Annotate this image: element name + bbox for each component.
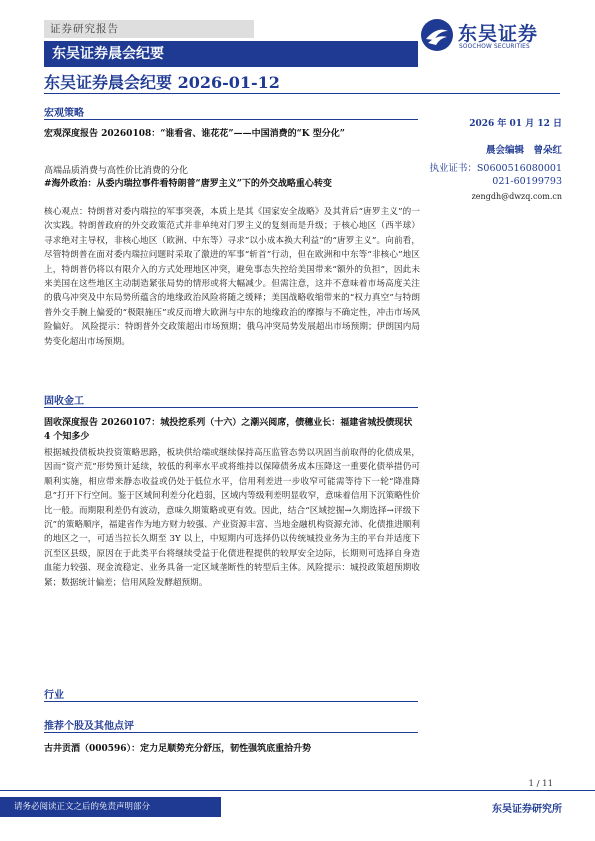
footer-divider: [0, 790, 595, 791]
editor-line: 晨会编辑 曾朵红: [485, 145, 562, 156]
disclaimer-notice: 请务必阅读正文之后的免责声明部分: [0, 797, 221, 817]
company-logo: [420, 18, 560, 58]
title-divider: [44, 93, 560, 94]
editor-phone: 021-60199793: [492, 176, 562, 187]
license-number: 执业证书：S0600516080001: [429, 163, 562, 174]
editor-email[interactable]: zengdh@dwzq.com.cn: [471, 192, 562, 201]
logo-english-name: SOOCHOW SECURITIES: [459, 44, 530, 50]
logo-mark-icon: [420, 18, 454, 52]
section-title-fixed-income: 固收金工: [44, 396, 84, 407]
logo-chinese-name: 东吴证券: [458, 23, 539, 45]
report-date: 2026 年 01 月 12 日: [469, 119, 562, 129]
section-divider: [44, 701, 418, 702]
section-divider: [44, 407, 418, 408]
fixed-income-headline: 固收深度报告 20260107：城投挖系列（十六）之潮兴阅席，债穗业长：福建省城投债现状 4 个知多少: [44, 418, 413, 442]
page-title: 东吴证券晨会纪要 2026-01-12: [44, 73, 280, 92]
macro-body: 核心观点：特朗普对委内瑞拉的军事突袭，本质上是其《国家安全战略》及其背后“唐罗主义”的一次实践。特朗普政府的外交政策范式并非单纯对门罗主义的复刻而是升级；于核心地区（西半球）寻求绝对主导权，非核心地区（欧洲、中东等）寻求“以小成本换大利益”的“唐罗主义”。向前看，尽管特朗普在面对委内瑞拉问题时采取了激进的军事“斩首”行动，但在欧洲和中东等“非核心”地区上，特朗普仍将以有限介入的方式处理地区冲突，避免事态失控给美国带来“额外的负担”，因此未来美国在这些地区主动制造紧张局势的情形或将大幅减少。但需注意，这并不意味着市场高度关注的俄乌冲突及中东局势所蕴含的地缘政治风险将随之缓释；美国战略收缩带来的“权力真空”与特朗普外交手腕上偏爱的“极限施压”或反而增大欧洲与中东的地缘政治的摩擦与不确定性，冲击市场风险偏好。 风险提示：特朗普外交政策超出市场预期；俄乌冲突局势发展超出市场预期；伊朗国内局势变化超出市场预期。: [44, 207, 420, 347]
recommend-headline: 古井贡酒（000596）：定力足顺势充分舒压，韧性强筑底重拾升势: [44, 744, 312, 754]
report-type-label: 证券研究报告: [44, 20, 254, 38]
section-title-macro: 宏观策略: [44, 108, 84, 119]
macro-headline-2: #海外政治：从委内瑞拉事件看特朗普“唐罗主义”下的外交战略重心转变: [44, 179, 332, 189]
page-number: 1 / 11: [528, 779, 553, 789]
section-title-recommend: 推荐个股及其他点评: [44, 721, 134, 732]
fixed-income-body: 根据城投债板块投资策略思路，板块供给端或继续保持高压监管态势以巩固当前取得的化债成果，因而“资产荒”形势预计延续，较低的利率水平或将维持以保障债务成本压降这一重要化债举措仍可顺利实施，相应带来静态收益或仍处于低位水平，信用利差进一步收窄可能需等待下一轮“降准降息”打开下行空间。鉴于区域间利差分化趋弱，区域内等级利差明显收窄，意味着信用下沉策略性价比一般。而期限利差仍有波动，意味久期策略或更有效。因此，结合“区域挖掘→久期选择→评级下沉”的策略顺序，福建省作为地方财力较强、产业资源丰富、当地金融机构资源充沛、化债推进顺利的地区之一，可适当拉长久期至 3Y 以上，中短期内可选择仍以传统城投业务为主的平台并适度下沉至区县级，原因在于此类平台将继续受益于化债进程提供的较厚安全边际，长期则可选择自身造血能力较强、现金流稳定、业务具备一定区域垄断性的转型后主体。风险提示：城投政策超预期收紧；数据统计偏差；信用风险发酵超预期。: [44, 448, 420, 588]
macro-subline: 高端品质消费与高性价比消费的分化: [44, 166, 189, 176]
macro-headline: 宏观深度报告 20260108：“谁看省、谁花花”——中国消费的“K 型分化”: [44, 129, 345, 139]
section-divider: [44, 732, 418, 733]
footer-company: 东吴证券研究所: [492, 804, 562, 815]
report-banner: 东吴证券晨会纪要: [44, 41, 418, 67]
section-title-industry: 行业: [44, 690, 64, 701]
section-divider: [44, 119, 418, 120]
